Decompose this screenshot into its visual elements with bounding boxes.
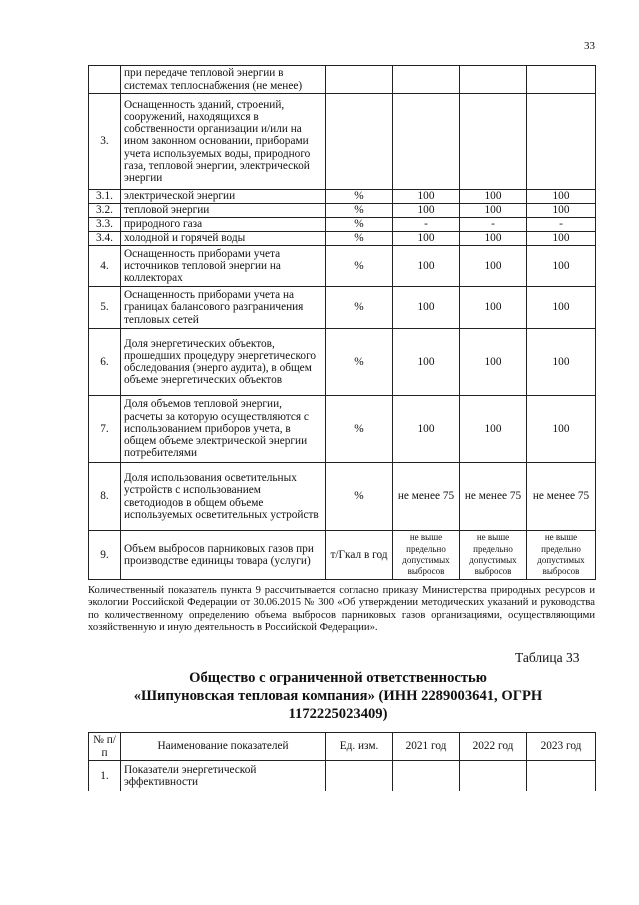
row-unit: %: [326, 463, 393, 531]
row-name: электрической энергии: [121, 190, 326, 204]
footnote: Количественный показатель пункта 9 рассчитывается согласно приказу Министерства природных ресурсов и экологии Российской Федерации от 30.06.2015 № 300 «Об утверждении методических указаний и руководства по количественному определению объема выбросов парниковых газов организациями, осуществляющими хозяйственную и иную деятельность в Российской Федерации».: [88, 585, 595, 634]
row-num: 3.: [89, 94, 121, 190]
row-value-2022: 100: [460, 396, 527, 463]
row-name: Оснащенность приборами учета на границах балансового разграничения тепловых сетей: [121, 287, 326, 329]
row-value-2023: [527, 761, 596, 791]
row-num: 3.2.: [89, 204, 121, 218]
row-num: 4.: [89, 246, 121, 287]
header-2021: 2021 год: [393, 733, 460, 761]
row-num: 7.: [89, 396, 121, 463]
energy-efficiency-table-continued: [88, 65, 596, 580]
row-num: 9.: [89, 531, 121, 580]
row-value-2021: -: [393, 218, 460, 232]
header-unit: Ед. изм.: [326, 733, 393, 761]
table-row: [89, 246, 596, 287]
row-value-2022: 100: [460, 329, 527, 396]
org-title-line-2: «Шипуновская тепловая компания» (ИНН 2289003641, ОГРН: [133, 688, 543, 704]
org-title-line-3: 1172225023409): [288, 706, 388, 722]
table-row: [89, 463, 596, 531]
table-row: [89, 94, 596, 190]
row-unit: %: [326, 190, 393, 204]
row-value-2021: [393, 66, 460, 94]
header-name: Наименование показателей: [121, 733, 326, 761]
row-value-2021: 100: [393, 204, 460, 218]
row-unit: [326, 761, 393, 791]
header-2022: 2022 год: [460, 733, 527, 761]
row-num: 1.: [89, 761, 121, 791]
row-name: Доля энергетических объектов, прошедших процедуру энергетического обследования (энерго аудита), в общем объеме энергетических объектов: [121, 329, 326, 396]
row-name: природного газа: [121, 218, 326, 232]
row-value-2023: 100: [527, 232, 596, 246]
row-unit: т/Гкал в год: [326, 531, 393, 580]
row-unit: [326, 66, 393, 94]
row-value-2022: не выше предельно допустимых выбросов: [460, 531, 527, 580]
row-num: 3.4.: [89, 232, 121, 246]
table-label: Таблица 33: [515, 650, 580, 665]
table-row: [89, 396, 596, 463]
row-unit: %: [326, 396, 393, 463]
row-value-2023: 100: [527, 329, 596, 396]
row-value-2023: 100: [527, 204, 596, 218]
row-value-2021: [393, 94, 460, 190]
org-title-line-1: Общество с ограниченной ответственностью: [189, 670, 487, 686]
table-row: [89, 218, 596, 232]
row-num: 8.: [89, 463, 121, 531]
row-name: Объем выбросов парниковых газов при производстве единицы товара (услуги): [121, 531, 326, 580]
row-value-2022: [460, 66, 527, 94]
table-row: [89, 329, 596, 396]
row-name: холодной и горячей воды: [121, 232, 326, 246]
table-33: [88, 732, 596, 791]
row-value-2022: [460, 761, 527, 791]
page-number: 33: [584, 40, 595, 52]
row-value-2022: 100: [460, 246, 527, 287]
row-num: 3.3.: [89, 218, 121, 232]
row-value-2023: [527, 94, 596, 190]
row-name: тепловой энергии: [121, 204, 326, 218]
row-value-2022: 100: [460, 204, 527, 218]
row-unit: %: [326, 204, 393, 218]
row-value-2021: не менее 75: [393, 463, 460, 531]
row-value-2023: [527, 66, 596, 94]
row-unit: %: [326, 287, 393, 329]
row-unit: %: [326, 218, 393, 232]
row-name: Показатели энергетической эффективности: [121, 761, 326, 791]
table-row: [89, 66, 596, 94]
row-value-2023: 100: [527, 396, 596, 463]
row-value-2022: не менее 75: [460, 463, 527, 531]
row-name: Доля объемов тепловой энергии, расчеты за которую осуществляются с использованием приборов учета, в общем объеме электрической энергии потребителями: [121, 396, 326, 463]
row-value-2021: 100: [393, 246, 460, 287]
row-value-2022: 100: [460, 190, 527, 204]
header-2023: 2023 год: [527, 733, 596, 761]
row-num: 6.: [89, 329, 121, 396]
row-value-2021: 100: [393, 396, 460, 463]
row-value-2021: 100: [393, 190, 460, 204]
row-value-2022: 100: [460, 232, 527, 246]
row-unit: %: [326, 246, 393, 287]
table-row: [89, 232, 596, 246]
row-num: 3.1.: [89, 190, 121, 204]
row-value-2022: [460, 94, 527, 190]
organization-title: [88, 669, 588, 723]
row-name: Доля использования осветительных устройств с использованием светодиодов в общем объеме используемых осветительных устройств: [121, 463, 326, 531]
table-33-header-row: [89, 733, 596, 761]
row-value-2022: -: [460, 218, 527, 232]
row-name: Оснащенность зданий, строений, сооружений, находящихся в собственности организации и/или на ином законном основании, приборами учета используемых воды, природного газа, тепловой энергии, электрической энергии: [121, 94, 326, 190]
table-row: [89, 761, 596, 791]
row-value-2021: 100: [393, 329, 460, 396]
table-row: [89, 287, 596, 329]
row-unit: [326, 94, 393, 190]
table-row: [89, 204, 596, 218]
header-num: № п/п: [89, 733, 121, 761]
row-name: при передаче тепловой энергии в системах теплоснабжения (не менее): [121, 66, 326, 94]
row-name: Оснащенность приборами учета источников тепловой энергии на коллекторах: [121, 246, 326, 287]
row-num: 5.: [89, 287, 121, 329]
row-num: [89, 66, 121, 94]
row-value-2023: 100: [527, 190, 596, 204]
row-value-2021: 100: [393, 287, 460, 329]
row-value-2021: [393, 761, 460, 791]
table-row: [89, 531, 596, 580]
row-value-2023: не выше предельно допустимых выбросов: [527, 531, 596, 580]
row-unit: %: [326, 232, 393, 246]
row-value-2023: 100: [527, 246, 596, 287]
row-unit: %: [326, 329, 393, 396]
row-value-2021: не выше предельно допустимых выбросов: [393, 531, 460, 580]
row-value-2022: 100: [460, 287, 527, 329]
row-value-2021: 100: [393, 232, 460, 246]
table-row: [89, 190, 596, 204]
row-value-2023: 100: [527, 287, 596, 329]
row-value-2023: не менее 75: [527, 463, 596, 531]
row-value-2023: -: [527, 218, 596, 232]
